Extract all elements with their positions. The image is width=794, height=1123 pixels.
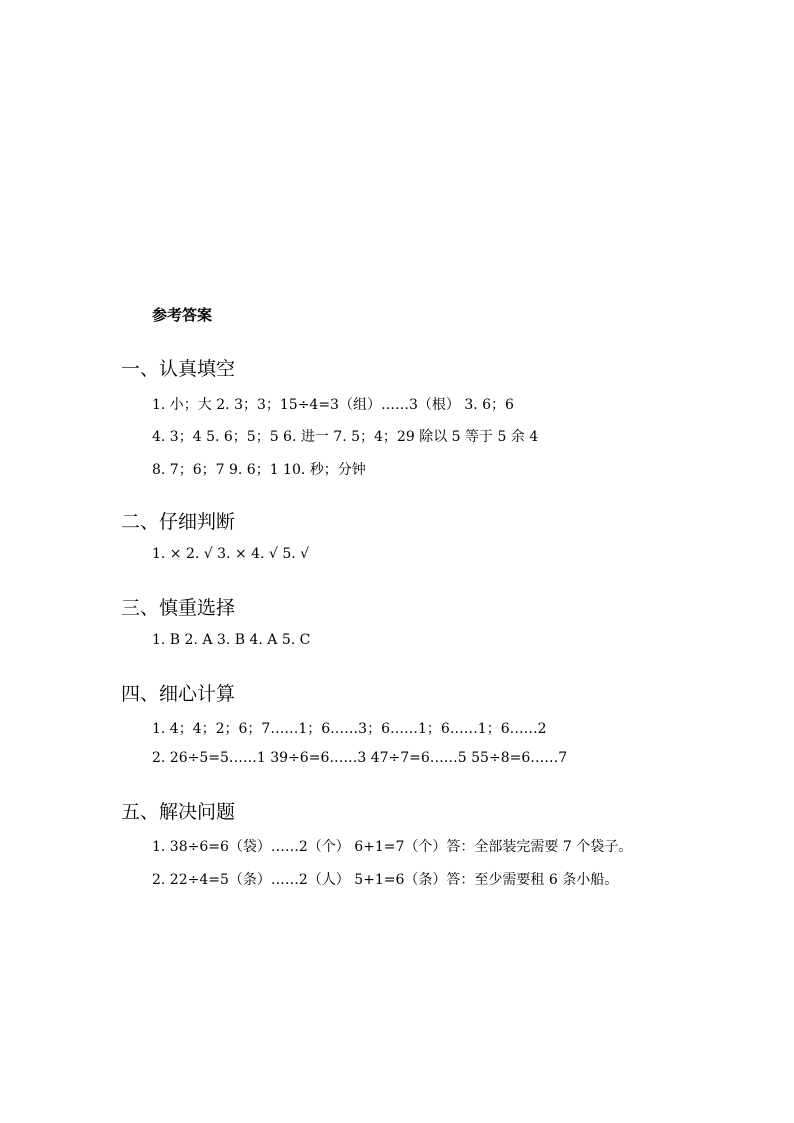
answer-line: 2. 22÷4=5（条）……2（人） 5+1=6（条）答：至少需要租 6 条小船。 [152, 872, 619, 888]
answer-line: 1. 小；大 2. 3；3；15÷4=3（组）……3（根） 3. 6；6 [152, 397, 514, 413]
answer-line: 1. 4；4；2；6；7……1；6……3；6……1；6……1；6……2 [152, 721, 547, 737]
page-title: 参考答案 [152, 306, 213, 324]
answer-line: 2. 26÷5=5……1 39÷6=6……3 47÷7=6……5 55÷8=6……7 [152, 750, 568, 766]
answer-line: 4. 3；4 5. 6；5；5 6. 进一 7. 5；4；29 除以 5 等于 5 余 4 [152, 429, 539, 445]
section-heading-choice: 三、慎重选择 [121, 597, 236, 619]
answer-line: 1. × 2. √ 3. × 4. √ 5. √ [152, 546, 310, 562]
section-heading-judgment: 二、仔细判断 [121, 511, 236, 533]
section-heading-fill-in: 一、认真填空 [121, 358, 236, 380]
answer-line: 1. 38÷6=6（袋）……2（个） 6+1=7（个）答：全部装完需要 7 个袋子。 [152, 839, 633, 855]
section-heading-calculation: 四、细心计算 [121, 683, 236, 705]
answer-line: 1. B 2. A 3. B 4. A 5. C [152, 632, 311, 648]
answer-line: 8. 7；6；7 9. 6；1 10. 秒；分钟 [152, 462, 366, 478]
section-heading-problem-solving: 五、解决问题 [121, 801, 236, 823]
